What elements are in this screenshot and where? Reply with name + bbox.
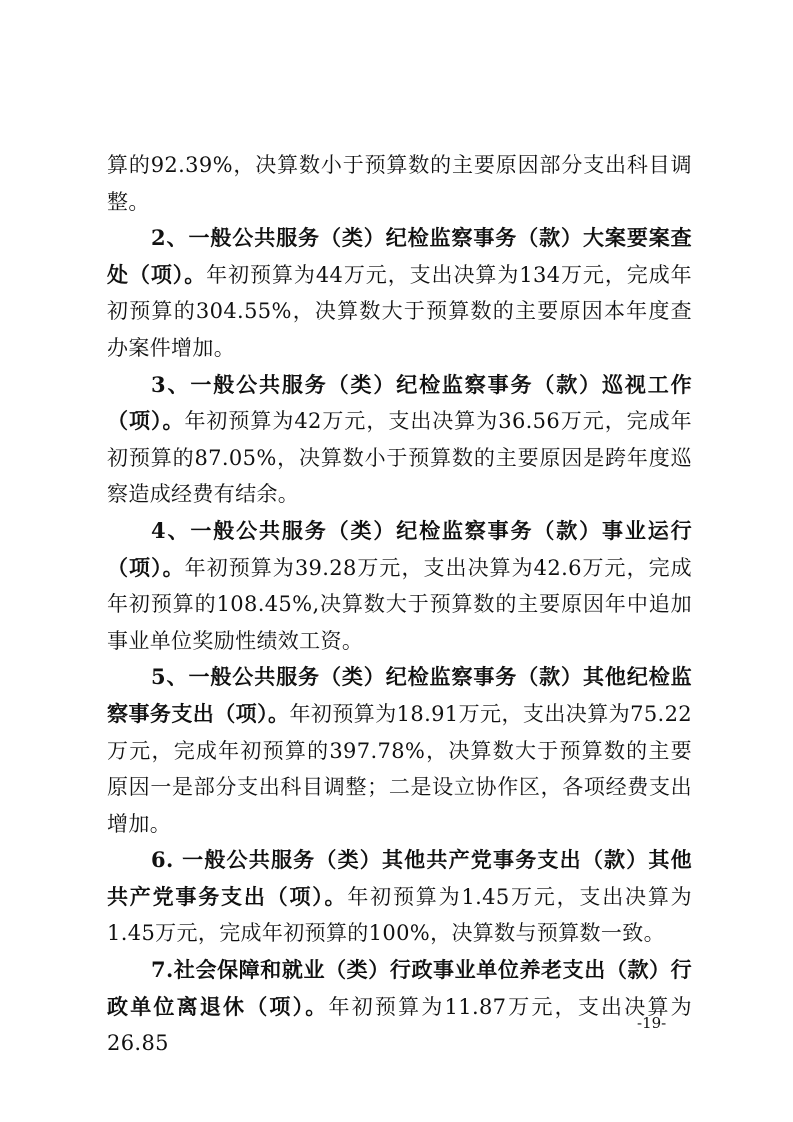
paragraph-heading: 2、一般公共服务（类）纪检监察事务（款）大案要案查处（项）。 bbox=[107, 225, 692, 287]
paragraph-text: 年初预算为11.87万元，支出决算为26.85 bbox=[107, 994, 692, 1056]
paragraph-item-4 bbox=[107, 513, 692, 659]
paragraph-item-6 bbox=[107, 842, 692, 952]
paragraph-text: 年初预算为1.45万元，支出决算为1.45万元，完成年初预算的100%，决算数与预算数一致。 bbox=[107, 884, 692, 946]
paragraph-heading: 5、一般公共服务（类）纪检监察事务（款）其他纪检监察事务支出（项）。 bbox=[107, 664, 692, 726]
body-text bbox=[107, 147, 692, 1062]
paragraph-continuation bbox=[107, 147, 692, 220]
paragraph-text: 算的92.39%，决算数小于预算数的主要原因部分支出科目调整。 bbox=[107, 153, 692, 214]
paragraph-text: 年初预算为18.91万元，支出决算为75.22万元，完成年初预算的397.78%，决算数大于预算数的主要原因一是部分支出科目调整；二是设立协作区，各项经费支出增加。 bbox=[107, 701, 692, 836]
paragraph-heading: 4、一般公共服务（类）纪检监察事务（款）事业运行（项）。 bbox=[107, 517, 692, 580]
page-number: -19- bbox=[637, 1014, 667, 1032]
paragraph-item-5 bbox=[107, 659, 692, 842]
paragraph-text: 年初预算为39.28万元，支出决算为42.6万元，完成年初预算的108.45%,决算数大于预算数的主要原因年中追加事业单位奖励性绩效工资。 bbox=[107, 555, 693, 653]
paragraph-item-3 bbox=[107, 367, 692, 513]
paragraph-text: 年初预算为42万元，支出决算为36.56万元，完成年初预算的87.05%，决算数小于预算数的主要原因是跨年度巡察造成经费有结余。 bbox=[107, 409, 692, 507]
paragraph-heading: 3、一般公共服务（类）纪检监察事务（款）巡视工作（项）。 bbox=[107, 371, 692, 434]
paragraph-heading: 7.社会保障和就业（类）行政事业单位养老支出（款）行政单位离退休（项）。 bbox=[107, 957, 692, 1019]
paragraph-item-2 bbox=[107, 220, 692, 366]
paragraph-item-7 bbox=[107, 952, 692, 1062]
paragraph-text: 年初预算为44万元，支出决算为134万元，完成年初预算的304.55%，决算数大于预算数的主要原因本年度查办案件增加。 bbox=[107, 262, 693, 360]
paragraph-heading: 6. 一般公共服务（类）其他共产党事务支出（款）其他共产党事务支出（项）。 bbox=[107, 847, 692, 909]
